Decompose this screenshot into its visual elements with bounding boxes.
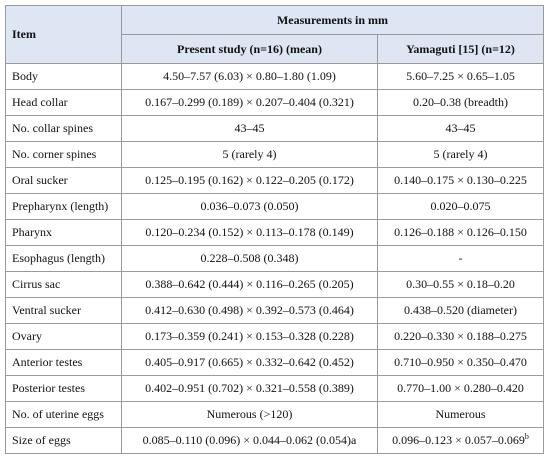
row-present-cell: 0.412–0.630 (0.498) × 0.392–0.573 (0.464) — [122, 298, 378, 324]
table-row — [6, 116, 544, 142]
row-item-cell: Posterior testes — [6, 376, 122, 402]
table-row — [6, 246, 544, 272]
row-yamaguti-value: 0.096–0.123 × 0.057–0.069 — [392, 433, 525, 447]
row-yamaguti-cell: 0.140–0.175 × 0.130–0.225 — [378, 168, 544, 194]
row-present-value: 0.085–0.110 (0.096) × 0.044–0.062 (0.054) — [142, 433, 351, 447]
table-body — [6, 64, 544, 454]
header-present-study: Present study (n=16) (mean) — [122, 35, 378, 64]
row-present-cell: 0.125–0.195 (0.162) × 0.122–0.205 (0.172) — [122, 168, 378, 194]
measurements-table — [5, 5, 544, 454]
row-yamaguti-cell: 43–45 — [378, 116, 544, 142]
row-yamaguti-cell: 0.20–0.38 (breadth) — [378, 90, 544, 116]
footnote-b: b — [524, 432, 529, 441]
row-item-cell: No. collar spines — [6, 116, 122, 142]
table-row — [6, 376, 544, 402]
row-yamaguti-cell: 0.126–0.188 × 0.126–0.150 — [378, 220, 544, 246]
header-yamaguti: Yamaguti [15] (n=12) — [378, 35, 544, 64]
row-yamaguti-cell: 0.770–1.00 × 0.280–0.420 — [378, 376, 544, 402]
row-present-cell: 0.405–0.917 (0.665) × 0.332–0.642 (0.452) — [122, 350, 378, 376]
row-item-cell: Size of eggs — [6, 428, 122, 454]
row-present-cell: 0.173–0.359 (0.241) × 0.153–0.328 (0.228) — [122, 324, 378, 350]
table-row — [6, 220, 544, 246]
row-item-cell: No. of uterine eggs — [6, 402, 122, 428]
row-yamaguti-cell: Numerous — [378, 402, 544, 428]
row-yamaguti-cell — [378, 428, 544, 454]
row-present-cell: 0.036–0.073 (0.050) — [122, 194, 378, 220]
row-item-cell: Esophagus (length) — [6, 246, 122, 272]
row-item-cell: No. corner spines — [6, 142, 122, 168]
table-row — [6, 350, 544, 376]
row-present-cell: 0.120–0.234 (0.152) × 0.113–0.178 (0.149) — [122, 220, 378, 246]
row-yamaguti-cell: 0.30–0.55 × 0.18–0.20 — [378, 272, 544, 298]
row-yamaguti-cell: 5 (rarely 4) — [378, 142, 544, 168]
row-present-cell: 4.50–7.57 (6.03) × 0.80–1.80 (1.09) — [122, 64, 378, 90]
table-row — [6, 90, 544, 116]
row-present-cell: 0.167–0.299 (0.189) × 0.207–0.404 (0.321) — [122, 90, 378, 116]
row-present-cell: 0.388–0.642 (0.444) × 0.116–0.265 (0.205) — [122, 272, 378, 298]
row-item-cell: Ovary — [6, 324, 122, 350]
table-row — [6, 324, 544, 350]
row-item-cell: Head collar — [6, 90, 122, 116]
table-row — [6, 428, 544, 454]
header-measurements: Measurements in mm — [122, 6, 544, 35]
footnote-a: a — [350, 433, 357, 447]
row-item-cell: Body — [6, 64, 122, 90]
row-present-cell — [122, 428, 378, 454]
row-yamaguti-cell: 0.220–0.330 × 0.188–0.275 — [378, 324, 544, 350]
table-row — [6, 298, 544, 324]
row-yamaguti-cell: 0.438–0.520 (diameter) — [378, 298, 544, 324]
table-row — [6, 272, 544, 298]
row-present-cell: 0.402–0.951 (0.702) × 0.321–0.558 (0.389) — [122, 376, 378, 402]
table-row — [6, 168, 544, 194]
table-row — [6, 194, 544, 220]
row-item-cell: Pharynx — [6, 220, 122, 246]
row-yamaguti-cell: 5.60–7.25 × 0.65–1.05 — [378, 64, 544, 90]
row-present-cell: 5 (rarely 4) — [122, 142, 378, 168]
row-yamaguti-cell: 0.710–0.950 × 0.350–0.470 — [378, 350, 544, 376]
row-present-cell: 43–45 — [122, 116, 378, 142]
row-item-cell: Ventral sucker — [6, 298, 122, 324]
table-row — [6, 142, 544, 168]
row-item-cell: Oral sucker — [6, 168, 122, 194]
row-item-cell: Cirrus sac — [6, 272, 122, 298]
row-yamaguti-cell: 0.020–0.075 — [378, 194, 544, 220]
row-item-cell: Anterior testes — [6, 350, 122, 376]
row-present-cell: Numerous (>120) — [122, 402, 378, 428]
row-yamaguti-cell: - — [378, 246, 544, 272]
table-row — [6, 64, 544, 90]
row-item-cell: Prepharynx (length) — [6, 194, 122, 220]
row-present-cell: 0.228–0.508 (0.348) — [122, 246, 378, 272]
header-item: Item — [6, 6, 122, 64]
table-row — [6, 402, 544, 428]
